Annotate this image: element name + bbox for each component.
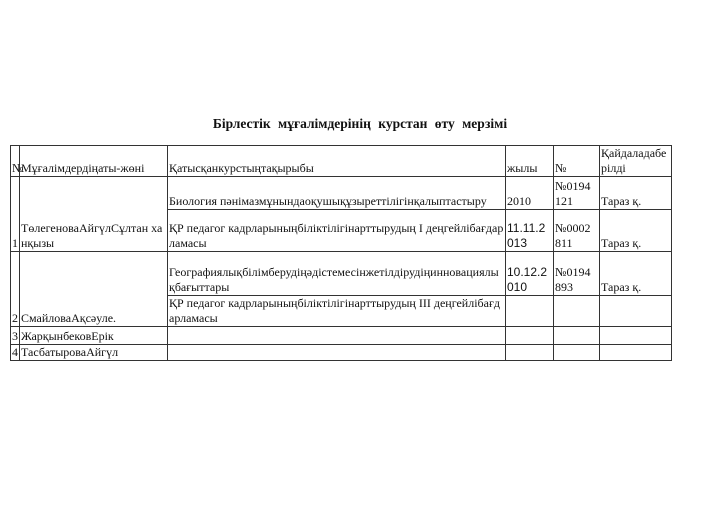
teacher-name: ЖарқынбековЕрік: [20, 327, 168, 345]
course-year: 2010: [506, 177, 554, 210]
course-year: [506, 296, 554, 327]
course-year: 10.12.2 010: [506, 252, 554, 296]
header-course-topic: Қатысқанкурстыңтақырыбы: [168, 146, 506, 177]
teacher-name: ТасбатыроваАйгүл: [20, 345, 168, 361]
course-topic: ҚР педагог кадрларыныңбіліктілігінарттырудың III деңгейлібағдарламасы: [168, 296, 506, 327]
course-year: [506, 327, 554, 345]
certificate-number: №0194 121: [554, 177, 600, 210]
issue-location: [600, 327, 672, 345]
row-number: 4: [12, 345, 18, 359]
certificate-number: №0002 811: [554, 210, 600, 252]
document-title: Бірлестік мұғалімдерінің курстан өту мерзімі: [212, 116, 508, 131]
issue-location: Тараз қ.: [600, 210, 672, 252]
header-location: Қайдаладабе рілді: [600, 146, 672, 177]
header-year: жылы: [506, 146, 554, 177]
table-row: [11, 327, 672, 345]
course-topic: [168, 327, 506, 345]
header-cert-no: №: [554, 146, 600, 177]
table-row: [11, 177, 672, 210]
course-topic: Биология пәнімазмұнындаоқушықұзыреттілігінқалыптастыру: [168, 177, 506, 210]
issue-location: Тараз қ.: [600, 177, 672, 210]
course-topic: [168, 345, 506, 361]
certificate-number: №0194 893: [554, 252, 600, 296]
issue-location: Тараз қ.: [600, 252, 672, 296]
table-row: [11, 345, 672, 361]
certificate-number: [554, 345, 600, 361]
header-name: Мұғалімдердіңаты-жөні: [20, 146, 168, 177]
issue-location: [600, 296, 672, 327]
row-number: 1: [11, 177, 20, 252]
table-row: [11, 252, 672, 296]
course-year: 11.11.2 013: [506, 210, 554, 252]
row-number: 3: [11, 327, 20, 345]
header-no: №: [11, 146, 20, 177]
issue-location: [600, 345, 672, 361]
course-year: [506, 345, 554, 361]
course-topic: ҚР педагог кадрларыныңбіліктілігінарттырудың I деңгейлібағдарламасы: [168, 210, 506, 252]
certificate-number: [554, 327, 600, 345]
teacher-name: СмайловаАқсәуле.: [20, 252, 168, 327]
course-topic: Географиялықбілімберудіңәдістемесінжетілдірудіңинновациялықбағыттары: [168, 252, 506, 296]
teacher-name: ТөлегеноваАйгүлСұлтан ханқызы: [20, 177, 168, 252]
row-number: 2: [11, 252, 20, 327]
table-header-row: [11, 146, 672, 177]
courses-table: [10, 145, 672, 361]
certificate-number: [554, 296, 600, 327]
